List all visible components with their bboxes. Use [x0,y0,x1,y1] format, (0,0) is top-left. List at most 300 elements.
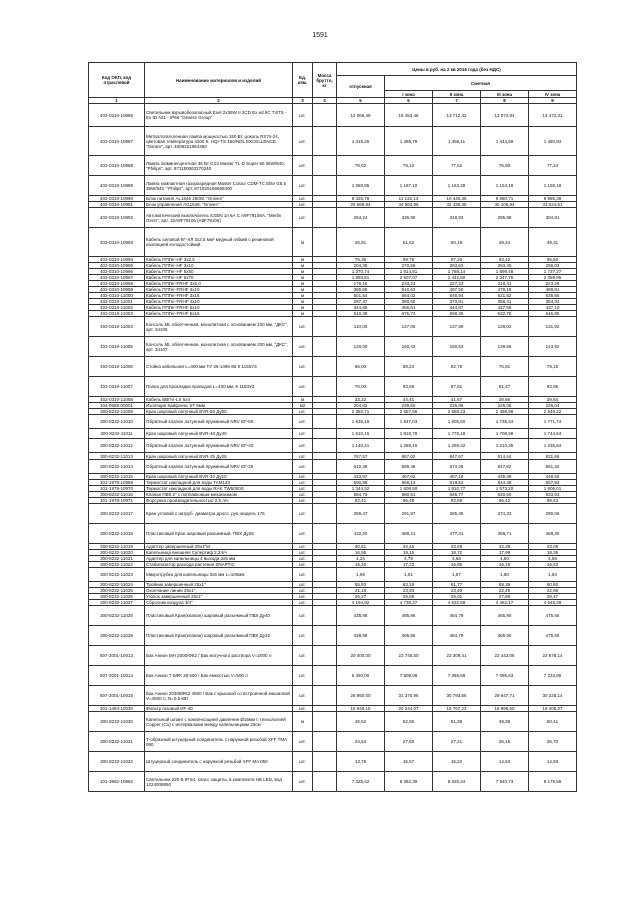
cell-unit: шт. [293,460,313,474]
cell-zone4-price: 1 450,84 [529,127,577,156]
cell-mass [313,208,337,228]
cell-zone4-price: 143,92 [529,337,577,357]
cell-code: 300-8232-11011 [89,429,145,439]
cell-zone2-price: 137,99 [433,317,481,337]
table-row [89,317,577,337]
cell-zone2-price: 226,86 [433,403,481,409]
cell-zone3-price: 620,60 [481,492,529,498]
cell-mass [313,337,337,357]
cell-unit: шт. [293,474,313,480]
cell-zone3-price: 632,78 [481,311,529,317]
cell-release-price: 264,24 [337,208,385,228]
cell-code: 300-8232-11016 [89,492,145,498]
cell-zone1-price: 336,90 [385,208,433,228]
cell-code: 300-8232-11013 [89,453,145,460]
cell-zone3-price: 7 940,73 [481,772,529,792]
cell-zone3-price: 22 442,05 [481,646,529,666]
cell-mass [313,504,337,524]
cell-zone3-price: 478,18 [481,287,529,293]
cell-zone2-price: 1 259,42 [433,439,481,453]
cell-zone1-price: 160,43 [385,337,433,357]
cell-mass [313,460,337,474]
cell-zone4-price: 28,47 [529,594,577,600]
cell-release-price: 78,02 [337,156,385,176]
cell-mass [313,752,337,772]
cell-release-price: 4,24 [337,556,385,562]
cell-zone1-price: 34 563,96 [385,202,433,208]
cell-name: Фильтр газовый ИF-40 [145,706,293,712]
cell-zone1-price: 20 244,07 [385,706,433,712]
table-row [89,666,577,686]
cell-unit: шт. [293,606,313,626]
cell-zone1-price: 29,68 [385,594,433,600]
col-index: 6 [385,98,433,104]
cell-mass [313,712,337,732]
cell-code: 300-8232-11009 [89,409,145,415]
cell-mass [313,453,337,460]
cell-name: Адаптер завершенный 25х1"М [145,544,293,550]
cell-zone3-price: 49,38 [481,712,529,732]
cell-release-price: 1 370,74 [337,269,385,275]
col-index: 3 [293,98,313,104]
cell-release-price: 7 325,42 [337,772,385,792]
table-row [89,337,577,357]
cell-code: 402-0310-11000 [89,293,145,299]
cell-zone1-price: 63,18 [385,582,433,588]
cell-mass [313,626,337,646]
cell-zone1-price: 88,24 [385,357,433,377]
cell-zone4-price: 33,06 [529,544,577,550]
cell-unit: шт. [293,582,313,588]
cell-unit: м [293,263,313,269]
cell-zone3-price: 32,38 [481,544,529,550]
cell-release-price: 26 950,00 [337,686,385,706]
cell-zone2-price: 50,19 [433,228,481,257]
cell-zone3-price: 814,64 [481,453,529,460]
cell-zone4-price: 259,03 [529,263,577,269]
cell-release-price: 438,98 [337,606,385,626]
cell-name: Адаптер для капельницы 4 выхода 3х5 мм [145,556,293,562]
cell-code: 402-0310-10991 [89,202,145,208]
cell-zone1-price: 79,10 [385,156,433,176]
table-row [89,415,577,429]
cell-name: Кабель ППГнг-FRHF 4х10 [145,299,293,305]
cell-unit: шт. [293,772,313,792]
cell-mass [313,646,337,666]
cell-zone3-price: 17,99 [481,550,529,556]
cell-release-price: 204,38 [337,263,385,269]
cell-zone3-price: 427,59 [481,305,529,311]
cell-code: 300-8232-11028 [89,606,145,626]
cell-name: Кабель силовой КГ-ХЛ 3х2,5 мм² медный гибкий с резиновой изоляцией холодостойкий [145,228,293,257]
cell-name: Лампа люминесцентная 36 Вт G13 Master TL-D Super 80 36W/840. "Philips", арт. 871150063270240 [145,156,293,176]
cell-release-price: 1 893,81 [337,275,385,281]
cell-name: Светильник взрывобезопасный Exel 2x36W II 2CD Ex ed IIC T4/T5 - Ex tD A21 - IP66 "Gewiss Group" [145,104,293,127]
cell-release-price: 13,78 [337,752,385,772]
cell-zone3-price: 16,19 [481,562,529,568]
table-row [89,752,577,772]
cell-name: Кабель ППГнг-HF 3х10 [145,263,293,269]
cell-zone2-price: 457,18 [433,474,481,480]
cell-zone4-price: 95,50 [529,257,577,263]
cell-mass [313,127,337,156]
cell-name: Пластиковый Кран(клапан) шаровый разъемный ПВХ Ду40 [145,606,293,626]
cell-name: Изоляция Кайфлекс ST 6мм [145,403,293,409]
table-row [89,228,577,257]
cell-mass [313,176,337,196]
cell-code: 300-8232-11018 [89,524,145,544]
cell-mass [313,732,337,752]
cell-name: Т-образный штуцерный соединитель с наружной резьбой XFF TMA 050 [145,732,293,752]
cell-release-price: 26,27 [337,594,385,600]
cell-mass [313,228,337,257]
cell-name: Обратный клапан латунный пружинный NRV EF-50 [145,415,293,429]
cell-name: Металлогалогенная лампа мощностью 150 Вт, цоколь RX7s-24, цветовая температура 4200 К. HQI-TS 150/NDL EXCELLENCE. "Osram", арт. 4008321964360 [145,127,293,156]
cell-zone4-price: 30 225,14 [529,686,577,706]
cell-name: Уголок завершенный 25х1" [145,594,293,600]
cell-code: 300-8232-11022 [89,562,145,568]
table-row [89,104,577,127]
cell-name: Стабилизатор расхода растения SNAPTIC [145,562,293,568]
cell-release-price: 75,35 [337,257,385,263]
cell-zone3-price: 27,88 [481,594,529,600]
cell-zone2-price: 497,50 [433,287,481,293]
table-row [89,429,577,439]
cell-zone2-price: 23,40 [433,588,481,594]
cell-unit: шт. [293,752,313,772]
cell-zone4-price: 98,43 [529,498,577,504]
cell-release-price: 55,93 [337,582,385,588]
header-zone2: II зона [433,91,481,98]
cell-name: Светильник 220 В IP 54, класс защиты, в комплекте НВ LED, вод 1224008950 [145,772,293,792]
cell-zone4-price: 448,55 [529,474,577,480]
cell-zone4-price: 1 606,01 [529,486,577,492]
cell-zone3-price: 96,42 [481,498,529,504]
cell-name: Кран шаровый латунный BVR-25 Ду25 [145,453,293,460]
cell-zone2-price: 97,20 [433,257,481,263]
cell-zone3-price: 295,88 [481,208,529,228]
cell-zone1-price: 675,72 [385,311,433,317]
table-row [89,377,577,397]
cell-name: Сбросник воздуха 3/4" [145,600,293,606]
cell-name: Стойка кабельная L=400 мм ТУ 36-1496-85 К 1150УЗ [145,357,293,377]
cell-zone4-price: 475,65 [529,626,577,646]
price-table-container [88,62,576,792]
cell-zone4-price: 1 737,27 [529,269,577,275]
header-mass: Масса брутто, кг [313,63,337,98]
cell-zone2-price: 618,52 [433,480,481,486]
cell-zone2-price: 227,23 [433,281,481,287]
cell-name: Форсунка производительностью 2,5 л/ч [145,498,293,504]
cell-zone2-price: 1 805,60 [433,415,481,429]
table-row [89,357,577,377]
cell-zone3-price: 1 708,99 [481,429,529,439]
cell-zone2-price: 18,72 [433,550,481,556]
cell-code: 402-0310-10996 [89,269,145,275]
cell-name: Блок питания AL1546 260W. "Gniven" [145,196,293,202]
cell-name: Окончание линии 25х1" [145,588,293,594]
cell-zone2-price: 33,69 [433,544,481,550]
cell-unit: шт. [293,317,313,337]
cell-name: Обратный клапан латунный пружинный NRV EF-40 [145,439,293,453]
cell-zone2-price: 4,68 [433,556,481,562]
cell-zone1-price: 467,62 [385,474,433,480]
table-row [89,732,577,752]
cell-zone1-price: 2 657,56 [385,409,433,415]
cell-mass [313,415,337,429]
cell-zone4-price: 18,36 [529,550,577,556]
cell-name: Пластиковый Кран(клапан) шаровый разъемный ПВХ Ду32 [145,626,293,646]
cell-code: 402-0310-11005 [89,337,145,357]
cell-zone3-price: 1 735,44 [481,415,529,429]
cell-zone4-price: 475,65 [529,606,577,626]
cell-code: 300-8232-11012 [89,439,145,453]
cell-release-price: 413,97 [337,474,385,480]
header-name: Наименование материалов и изделий [145,63,293,98]
cell-code: 402-0310-11004 [89,317,145,337]
cell-zone3-price: 253,40 [481,263,529,269]
cell-zone4-price: 364,34 [529,299,577,305]
cell-release-price: 15 949,15 [337,706,385,712]
cell-zone3-price: 465,90 [481,626,529,646]
cell-code: 402-0310-10995 [89,263,145,269]
cell-zone1-price: 4,79 [385,556,433,562]
cell-name: Клапан ПВК 2" с поплавковым механизмом [145,492,293,498]
cell-unit: м [293,228,313,257]
cell-release-price: 26,91 [337,228,385,257]
cell-release-price: 4 194,92 [337,600,385,606]
cell-unit: шт. [293,208,313,228]
cell-zone4-price: 468,30 [529,524,577,544]
cell-unit: шт. [293,706,313,712]
cell-name: Бак Анион МН 2000/ФК2 / Бак могучного раствора V=2000 л [145,646,293,666]
cell-zone1-price: 1 814,81 [385,269,433,275]
cell-release-price: 70,00 [337,377,385,397]
cell-zone3-price: 218,41 [481,281,529,287]
cell-name: Бак Анион Т БФК 28 500 / Бак емкостью V=500 л [145,666,293,686]
cell-zone1-price: 7 509,09 [385,666,433,686]
cell-zone1-price: 239,60 [385,403,433,409]
cell-zone3-price: 1 210,35 [481,439,529,453]
cell-zone2-price: 674,09 [433,460,481,474]
cell-zone4-price: 280,06 [529,504,577,524]
cell-zone1-price: 488,21 [385,524,433,544]
cell-zone2-price: 10 445,35 [433,196,481,202]
cell-unit: шт. [293,556,313,562]
cell-unit: шт. [293,646,313,666]
cell-code: 300-8232-11031 [89,732,145,752]
cell-zone1-price: 34,46 [385,544,433,550]
cell-code: 300-8232-11026 [89,594,145,600]
cell-code: 300-8232-11017 [89,504,145,524]
cell-zone2-price: 285,45 [433,504,481,524]
cell-zone1-price: 31 370,96 [385,686,433,706]
cell-unit: м [293,293,313,299]
cell-unit: шт. [293,588,313,594]
cell-release-price: 120,00 [337,337,385,357]
cell-name: Кабель ППГнг-HF 3х2,5 [145,257,293,263]
cell-zone4-price: 9 986,39 [529,196,577,202]
cell-zone3-price: 29 647,71 [481,686,529,706]
cell-name: Полка для прокладки проводов L=430 мм, К 1163УЗ [145,377,293,397]
cell-unit: шт. [293,429,313,439]
cell-zone1-price: 1,91 [385,568,433,582]
cell-zone3-price: 647,82 [481,460,529,474]
cell-zone1-price: 27,83 [385,732,433,752]
cell-zone4-price: 77,24 [529,156,577,176]
cell-code: 300-8232-11021 [89,556,145,562]
cell-unit: м [293,305,313,311]
table-row [89,460,577,474]
cell-code: 101-3862-10882 [89,772,145,792]
cell-unit: шт. [293,524,313,544]
cell-unit: шт. [293,550,313,556]
cell-zone1-price: 1 485,79 [385,127,433,156]
col-index: 8 [481,98,529,104]
cell-zone2-price: 150,53 [433,337,481,357]
table-row [89,504,577,524]
price-table [88,62,577,792]
cell-zone2-price: 263,63 [433,263,481,269]
cell-zone4-price: 2 399,95 [529,275,577,281]
cell-zone4-price: 661,32 [529,460,577,474]
header-code: Код ОКП, код отраслевой [89,63,145,98]
cell-zone1-price: 664,02 [385,293,433,299]
cell-zone3-price: 1 444,59 [481,127,529,156]
cell-mass [313,524,337,544]
cell-zone2-price: 4 632,68 [433,600,481,606]
cell-zone4-price: 1,84 [529,568,577,582]
cell-release-price: 1 315,25 [337,127,385,156]
cell-unit: шт. [293,415,313,429]
table-row [89,176,577,196]
cell-zone3-price: 59,36 [481,582,529,588]
cell-unit: шт. [293,337,313,357]
cell-name: Кран шаровый латунный BVR-50 Ду50 [145,409,293,415]
cell-name: Термостат накладной для воды RAK TW5000S [145,486,293,492]
cell-zone2-price: 484,79 [433,626,481,646]
cell-mass [313,429,337,439]
cell-zone3-price: 356,41 [481,299,529,305]
cell-unit: м [293,281,313,287]
cell-zone2-price: 370,81 [433,299,481,305]
cell-unit: шт. [293,732,313,752]
cell-mass [313,606,337,626]
table-row [89,156,577,176]
cell-unit: м [293,287,313,293]
cell-unit: шт. [293,156,313,176]
cell-code: 402-0310-11008 [89,397,145,403]
cell-code: 104-0688-00001 [89,403,145,409]
cell-zone1-price: 1 847,03 [385,415,433,429]
cell-name: Капельница внешняя Супертиф 2,2л/ч [145,550,293,556]
cell-code: 300-8232-11029 [89,626,145,646]
cell-release-price: 15,25 [337,562,385,568]
table-row [89,772,577,792]
cell-zone2-price: 847,67 [433,453,481,460]
cell-unit: шт. [293,666,313,686]
cell-code: 402-0310-11007 [89,377,145,397]
cell-zone2-price: 645,77 [433,492,481,498]
cell-unit: шт. [293,357,313,377]
cell-name: Кран шаровый латунный BVR-40 Ду40 [145,429,293,439]
cell-zone4-price: 49,31 [529,228,577,257]
cell-mass [313,317,337,337]
cell-zone2-price: 92,59 [433,498,481,504]
cell-zone2-price: 77,52 [433,156,481,176]
cell-zone2-price: 61,77 [433,582,481,588]
cell-name: Микротрубка для капельницы 3х5 мм L=100мм [145,568,293,582]
cell-zone2-price: 27,21 [433,732,481,752]
cell-zone4-price: 831,66 [529,453,577,460]
cell-zone1-price: 1 187,10 [385,176,433,196]
cell-zone2-price: 658,35 [433,311,481,317]
cell-code: 507-2001-10014 [89,666,145,686]
cell-unit: шт. [293,196,313,202]
cell-unit: шт. [293,202,313,208]
cell-release-price: 1 610,15 [337,429,385,439]
cell-zone4-price: 4 545,28 [529,600,577,606]
cell-zone4-price: 39,84 [529,397,577,403]
cell-name: Автоматический выключатель iC60N 1п 6А C A9F79106A. "Merlin Gerin", арт. 32A9F79106 (A9F79106) [145,208,293,228]
cell-zone3-price: 76,90 [481,156,529,176]
cell-zone1-price: 23,93 [385,588,433,594]
cell-zone3-price: 93,42 [481,257,529,263]
cell-zone4-price: 13 472,31 [529,104,577,127]
cell-code: 402-0310-10987 [89,127,145,156]
table-row [89,568,577,582]
cell-name: Кабель ВВГнг-LS 5х4 [145,397,293,403]
header-estimate: Сметная [385,76,577,91]
cell-zone3-price: 9 880,71 [481,196,529,202]
cell-code: 402-0310-10986 [89,104,145,127]
cell-code: 300-8232-11032 [89,752,145,772]
cell-zone1-price: 1 288,15 [385,439,433,453]
cell-code: 301-1494-10030 [89,706,145,712]
table-row [89,524,577,544]
cell-zone1-price: 23 746,50 [385,646,433,666]
cell-zone3-price: 13 074,94 [481,104,529,127]
cell-zone2-price: 484,79 [433,606,481,626]
cell-zone1-price: 291,97 [385,504,433,524]
cell-zone1-price: 495,86 [385,626,433,646]
cell-zone3-price: 274,33 [481,504,529,524]
cell-mass [313,357,337,377]
cell-code: 300-8232-11020 [89,550,145,556]
header-unit: Ед. изм. [293,63,313,98]
cell-release-price: 82,41 [337,498,385,504]
cell-zone3-price: 48,24 [481,228,529,257]
cell-unit: шт. [293,176,313,196]
cell-code: 402-0310-10998 [89,281,145,287]
table-row [89,606,577,626]
cell-code: 300-8232-11010 [89,415,145,429]
cell-unit: шт. [293,453,313,460]
cell-release-price: 432,20 [337,524,385,544]
cell-code: 507-2001-10015 [89,686,145,706]
cell-release-price: 610,38 [337,460,385,474]
cell-unit: шт. [293,377,313,397]
cell-code: 402-0310-10993 [89,228,145,257]
cell-zone4-price: 4,59 [529,556,577,562]
cell-release-price: 344,85 [337,305,385,311]
cell-release-price: 287,47 [337,299,385,305]
cell-zone4-price: 26,70 [529,732,577,752]
cell-code: 402-0310-10988 [89,156,145,176]
cell-zone1-price: 495,86 [385,606,433,626]
cell-code: 402-0310-11002 [89,305,145,311]
cell-unit: шт. [293,568,313,582]
